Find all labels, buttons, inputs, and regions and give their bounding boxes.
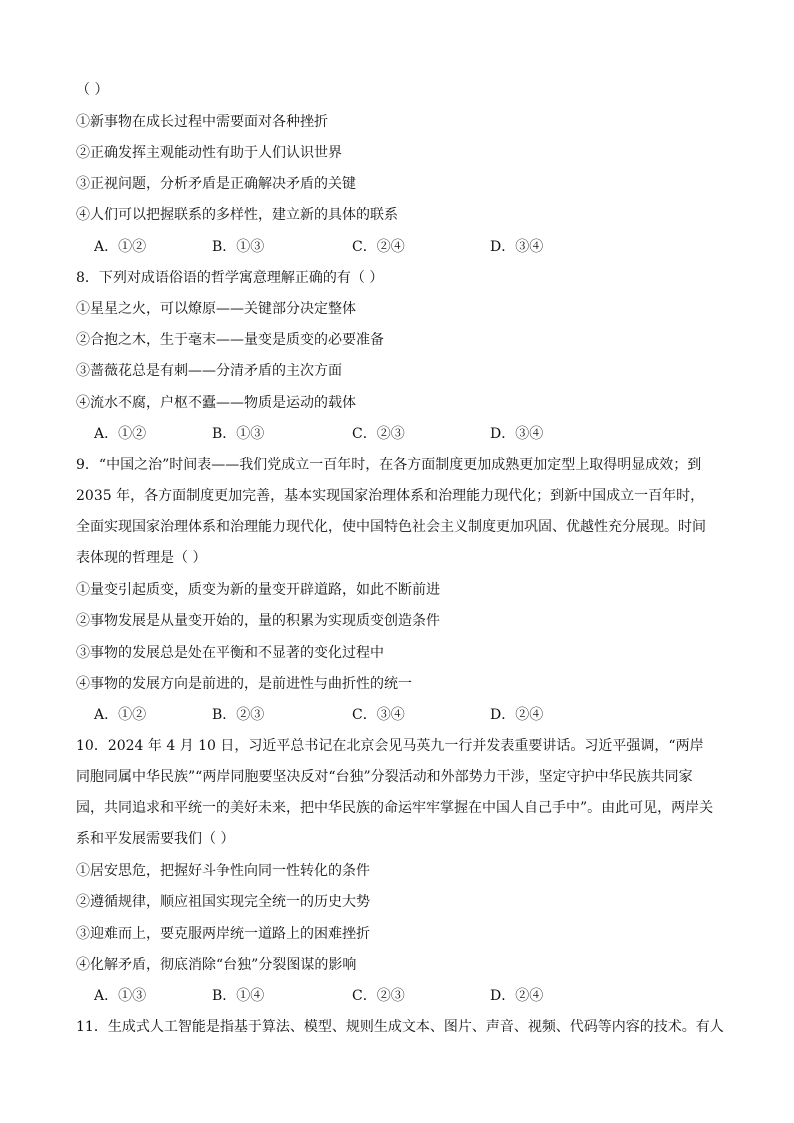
q7-option-a[interactable]: A．①② xyxy=(94,239,147,255)
q9-option-b[interactable]: B．②③ xyxy=(212,707,265,723)
q7-option-c[interactable]: C．②④ xyxy=(352,239,405,255)
q9-option-d[interactable]: D．②④ xyxy=(490,707,544,723)
q9-option-c[interactable]: C．③④ xyxy=(352,707,405,723)
q10-stem: 10．2024 年 4 月 10 日，习近平总书记在北京会见马英九一行并发表重要讲话。习近平强调，“两岸同胞同属中华民族”“两岸同胞要坚决反对“台独”分裂活动和外部势力干涉，坚定守护中华民族共同家园，共同追求和平统一的美好未来，把中华民族的命运牢牢掌握在中国人自己手中”。由此可见，两岸关系和平发展需要我们（ ） xyxy=(76,738,714,847)
q10-option-d[interactable]: D．②④ xyxy=(490,988,544,1004)
q10-option-b[interactable]: B．①④ xyxy=(212,988,265,1004)
q10-item-2: ②遵循规律，顺应祖国实现完全统一的历史大势 xyxy=(76,894,370,910)
q7-option-d[interactable]: D．③④ xyxy=(490,239,544,255)
q9-stem: 9．“中国之治”时间表——我们党成立一百年时，在各方面制度更加成熟更加定型上取得明显成效；到 2035 年，各方面制度更加完善，基本实现国家治理体系和治理能力现代化；到新中国成立一百年时，全面实现国家治理体系和治理能力现代化，使中国特色社会主义制度更加巩固、优越性充分展现。时间表体现的哲理是（ ） xyxy=(76,457,706,566)
q8-item-2: ②合抱之木，生于毫末——量变是质变的必要准备 xyxy=(76,332,384,348)
q9-option-a[interactable]: A．①② xyxy=(94,707,147,723)
q11-stem: 11．生成式人工智能是指基于算法、模型、规则生成文本、图片、声音、视频、代码等内容的技术。有人 xyxy=(76,1019,724,1035)
q8-item-4: ④流水不腐，户枢不蠹——物质是运动的载体 xyxy=(76,395,356,411)
q8-stem: 8．下列对成语俗语的哲学寓意理解正确的有（ ） xyxy=(76,270,384,286)
q9-item-3: ③事物的发展总是处在平衡和不显著的变化过程中 xyxy=(76,645,384,661)
q10-item-1: ①居安思危，把握好斗争性向同一性转化的条件 xyxy=(76,863,370,879)
q7-item-3: ③正视问题，分析矛盾是正确解决矛盾的关键 xyxy=(76,176,356,192)
q7-paren: （ ） xyxy=(76,82,109,98)
q8-option-b[interactable]: B．①③ xyxy=(212,426,265,442)
q9-item-4: ④事物的发展方向是前进的，是前进性与曲折性的统一 xyxy=(76,676,412,692)
q10-item-4: ④化解矛盾，彻底消除“台独”分裂图谋的影响 xyxy=(76,957,357,973)
q8-option-a[interactable]: A．①② xyxy=(94,426,147,442)
q8-option-c[interactable]: C．②③ xyxy=(352,426,405,442)
q8-option-d[interactable]: D．③④ xyxy=(490,426,544,442)
q7-item-1: ①新事物在成长过程中需要面对各种挫折 xyxy=(76,114,328,130)
q7-option-b[interactable]: B．①③ xyxy=(212,239,265,255)
q9-item-2: ②事物发展是从量变开始的，量的积累为实现质变创造条件 xyxy=(76,613,440,629)
q8-item-1: ①星星之火，可以燎原——关键部分决定整体 xyxy=(76,301,356,317)
q10-option-a[interactable]: A．①③ xyxy=(94,988,147,1004)
q7-item-2: ②正确发挥主观能动性有助于人们认识世界 xyxy=(76,145,342,161)
q10-option-c[interactable]: C．②③ xyxy=(352,988,405,1004)
q7-item-4: ④人们可以把握联系的多样性，建立新的具体的联系 xyxy=(76,207,398,223)
q8-item-3: ③蔷薇花总是有刺——分清矛盾的主次方面 xyxy=(76,363,342,379)
q9-item-1: ①量变引起质变，质变为新的量变开辟道路，如此不断前进 xyxy=(76,582,440,598)
q10-item-3: ③迎难而上，要克服两岸统一道路上的困难挫折 xyxy=(76,926,370,942)
